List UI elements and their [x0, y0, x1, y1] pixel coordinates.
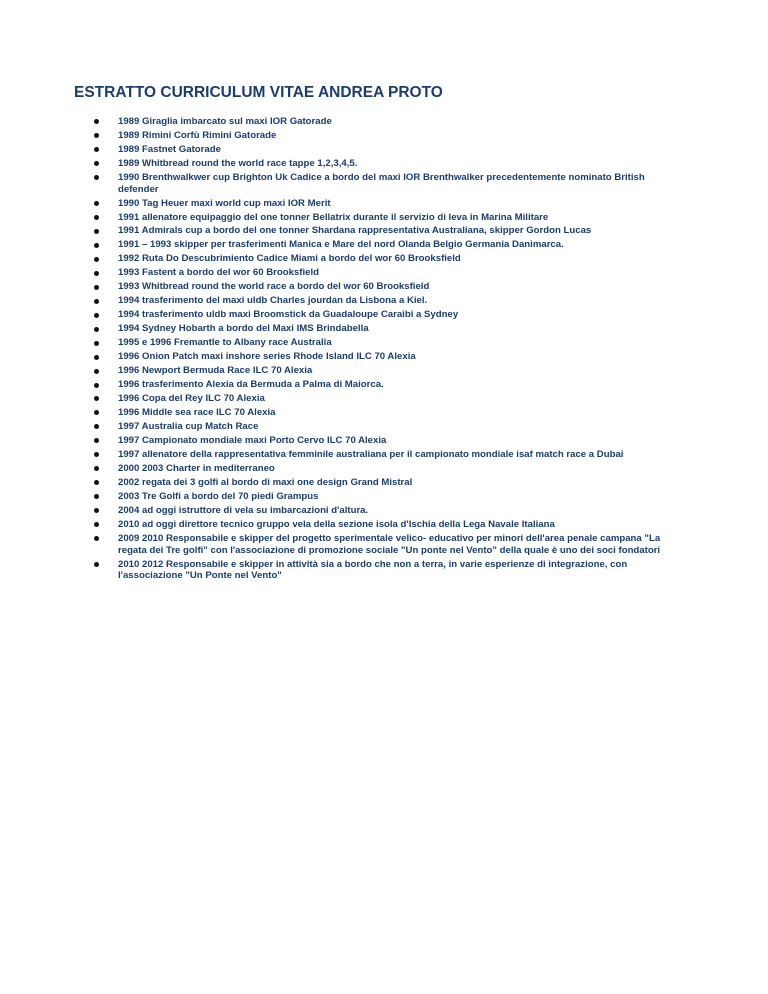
- bullet-icon: [94, 133, 99, 138]
- bullet-icon: [94, 383, 99, 388]
- cv-entry-text: 1996 Middle sea race ILC 70 Alexia: [118, 407, 276, 419]
- cv-entry: [94, 449, 684, 461]
- cv-entry-text: 1994 Sydney Hobarth a bordo del Maxi IMS Brindabella: [118, 323, 369, 335]
- bullet-icon: [94, 410, 99, 415]
- bullet-icon: [94, 562, 99, 567]
- cv-entry: [94, 116, 684, 128]
- cv-entry-text: 1989 Rimini Corfù Rimini Gatorade: [118, 129, 277, 141]
- cv-entry-text: 1989 Fastnet Gatorade: [118, 143, 221, 155]
- cv-entry-text: 1989 Whitbread round the world race tappe 1,2,3,4,5.: [118, 157, 358, 169]
- cv-entry: [94, 435, 684, 447]
- cv-entry-text: 1995 e 1996 Fremantle to Albany race Australia: [118, 337, 332, 349]
- cv-entry: [94, 309, 684, 321]
- bullet-icon: [94, 229, 99, 234]
- bullet-icon: [94, 257, 99, 262]
- bullet-icon: [94, 285, 99, 290]
- cv-entry-text: 1990 Brenthwalkwer cup Brighton Uk Cadice a bordo del maxi IOR Brenthwalker precedentemente nominato British defender: [118, 171, 645, 195]
- cv-entry-text: 1996 trasferimento Alexia da Bermuda a Palma di Maiorca.: [118, 379, 384, 391]
- cv-entry-text: 1991 Admirals cup a bordo del one tonner Shardana rappresentativa Australiana, skipper Gordon Lucas: [118, 225, 592, 237]
- cv-entry: [94, 253, 684, 265]
- bullet-icon: [94, 201, 99, 206]
- cv-entry: [94, 559, 684, 582]
- cv-entry-text: 1996 Newport Bermuda Race ILC 70 Alexia: [118, 365, 313, 377]
- bullet-icon: [94, 508, 99, 513]
- cv-entry: [94, 393, 684, 405]
- cv-entry: [94, 379, 684, 391]
- cv-entry-text: 1997 allenatore della rappresentativa femminile australiana per il campionato mondiale isaf match race a Dubai: [118, 449, 624, 461]
- cv-entry: [94, 407, 684, 419]
- bullet-icon: [94, 452, 99, 457]
- cv-entry-text: 2010 2012 Responsabile e skipper in attività sia a bordo che non a terra, in varie esperienze di integrazione, con l'associazione "Un Ponte nel Vento": [118, 558, 628, 582]
- cv-entry: [94, 421, 684, 433]
- cv-entry: [94, 281, 684, 293]
- cv-entry: [94, 212, 684, 224]
- bullet-icon: [94, 480, 99, 485]
- bullet-icon: [94, 299, 99, 304]
- cv-entry: [94, 144, 684, 156]
- bullet-icon: [94, 522, 99, 527]
- cv-entry: [94, 337, 684, 349]
- cv-entry-text: 2009 2010 Responsabile e skipper del progetto sperimentale velico- educativo per minori dell'area penale campana "La regata dei Tre golfi" con l'associazione di promozione sociale "Un ponte nel Vento" della quale è uno dei soci fondatori: [118, 533, 661, 556]
- cv-entry: [94, 130, 684, 142]
- cv-entry-list: [94, 116, 684, 584]
- cv-entry-text: 2002 regata dei 3 golfi al bordo di maxi one design Grand Mistral: [118, 477, 413, 489]
- cv-entry: [94, 295, 684, 307]
- cv-entry: [94, 519, 684, 531]
- cv-entry-text: 2000 2003 Charter in mediterraneo: [118, 463, 275, 475]
- cv-entry: [94, 365, 684, 377]
- cv-entry: [94, 351, 684, 363]
- bullet-icon: [94, 424, 99, 429]
- cv-entry: [94, 225, 684, 237]
- cv-entry: [94, 505, 684, 517]
- cv-entry: [94, 491, 684, 503]
- cv-entry: [94, 267, 684, 279]
- cv-entry-text: 2004 ad oggi istruttore di vela su imbarcazioni d'altura.: [118, 505, 369, 517]
- cv-entry-text: 1989 Giraglia imbarcato sul maxi IOR Gatorade: [118, 116, 332, 127]
- cv-entry: [94, 323, 684, 335]
- cv-entry-text: 1996 Copa del Rey ILC 70 Alexia: [118, 393, 265, 405]
- cv-entry: [94, 198, 684, 210]
- bullet-icon: [94, 271, 99, 276]
- cv-entry-text: 2003 Tre Golfi a bordo del 70 piedi Grampus: [118, 491, 319, 503]
- bullet-icon: [94, 396, 99, 401]
- cv-entry-text: 1994 trasferimento del maxi uldb Charles jourdan da Lisbona a Kiel.: [118, 295, 428, 307]
- bullet-icon: [94, 327, 99, 332]
- bullet-icon: [94, 369, 99, 374]
- cv-entry-text: 1997 Australia cup Match Race: [118, 421, 259, 433]
- cv-entry-text: 1990 Tag Heuer maxi world cup maxi IOR Merit: [118, 197, 331, 209]
- bullet-icon: [94, 175, 99, 180]
- cv-entry-text: 1996 Onion Patch maxi inshore series Rhode Island ILC 70 Alexia: [118, 351, 416, 363]
- cv-entry: [94, 477, 684, 489]
- document-title: ESTRATTO CURRICULUM VITAE ANDREA PROTO: [74, 84, 443, 101]
- bullet-icon: [94, 438, 99, 443]
- cv-entry: [94, 158, 684, 170]
- bullet-icon: [94, 215, 99, 220]
- cv-entry-text: 1991 allenatore equipaggio del one tonner Bellatrix durante il servizio di leva in Marina Militare: [118, 211, 549, 223]
- cv-entry: [94, 533, 684, 556]
- cv-entry: [94, 172, 684, 195]
- cv-entry-text: 1994 trasferimento uldb maxi Broomstick da Guadaloupe Caraibi a Sydney: [118, 309, 459, 321]
- bullet-icon: [94, 313, 99, 318]
- cv-entry-text: 1993 Fastent a bordo del wor 60 Brooksfield: [118, 267, 319, 279]
- bullet-icon: [94, 147, 99, 152]
- cv-entry-text: 1992 Ruta Do Descubrimiento Cadice Miami a bordo del wor 60 Brooksfield: [118, 253, 461, 265]
- bullet-icon: [94, 466, 99, 471]
- bullet-icon: [94, 355, 99, 360]
- cv-entry-text: 1993 Whitbread round the world race a bordo del wor 60 Brooksfield: [118, 281, 430, 293]
- bullet-icon: [94, 341, 99, 346]
- cv-entry: [94, 463, 684, 475]
- bullet-icon: [94, 119, 99, 124]
- cv-entry-text: 2010 ad oggi direttore tecnico gruppo vela della sezione isola d'Ischia della Lega Navale Italiana: [118, 519, 555, 531]
- bullet-icon: [94, 494, 99, 499]
- bullet-icon: [94, 536, 99, 541]
- cv-entry-text: 1991 – 1993 skipper per trasferimenti Manica e Mare del nord Olanda Belgio Germania Danimarca.: [118, 239, 564, 251]
- bullet-icon: [94, 161, 99, 166]
- bullet-icon: [94, 243, 99, 248]
- cv-entry-text: 1997 Campionato mondiale maxi Porto Cervo ILC 70 Alexia: [118, 435, 387, 447]
- cv-entry: [94, 239, 684, 251]
